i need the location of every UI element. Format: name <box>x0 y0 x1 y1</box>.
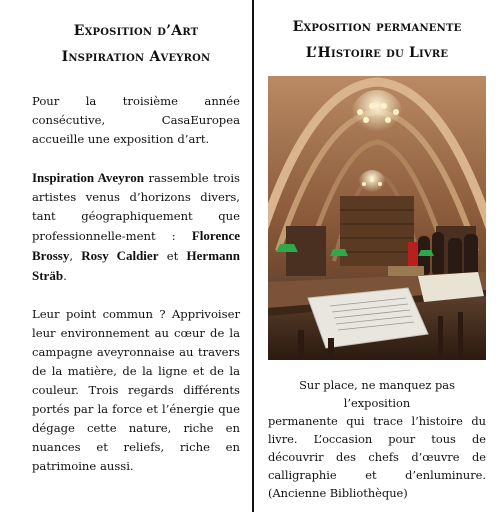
caption-rest: permanente qui trace l’histoire du livre. L’occasion pour tous de découvrir des chefs d’œuvre de calligraphie et d’enluminure. (Ancienne Bibliothèque) <box>268 414 486 500</box>
right-column <box>254 0 500 512</box>
photo-caption <box>268 376 486 502</box>
artists-text: rassemble trois artistes venus d’horizons divers, tant géographiquement que professionnelle-ment : <box>32 171 240 243</box>
artists-end: . <box>63 269 67 283</box>
art-title-line1: Exposition d’Art <box>73 23 199 39</box>
library-photo-image <box>268 76 486 360</box>
art-exhibition-title <box>32 18 240 70</box>
exhibition-name: Inspiration Aveyron <box>32 170 144 185</box>
artist-name-3: Hermann Sträb <box>32 248 240 283</box>
intro-paragraph: Pour la troisième année consécutive, CasaEuropea accueille une exposition d’art. <box>32 94 240 146</box>
caption-line-1: Sur place, ne manquez pas l’exposition <box>299 378 455 410</box>
artist-separator-1: , <box>69 249 82 263</box>
artist-separator-2: et <box>158 249 187 263</box>
book-history-title <box>268 14 486 66</box>
library-photo <box>268 76 486 360</box>
artist-name-2: Rosy Caldier <box>81 248 159 263</box>
art-title-line2: Inspiration Aveyron <box>61 49 211 65</box>
artists-paragraph <box>32 168 240 286</box>
artist-name-1: Florence Brossy <box>32 228 240 263</box>
common-point-paragraph: Leur point commun ? Apprivoiser leur environnement au cœur de la campagne aveyronnaise au travers de la matière, de la ligne et de la couleur. Trois regards différents portés par la force et l’énergie que dégage cette nature, riche en nuances et reliefs, riche en patrimoine aussi. <box>32 307 240 473</box>
book-title-line2: L’Histoire du Livre <box>305 45 449 61</box>
book-title-line1: Exposition permanente <box>292 19 462 35</box>
